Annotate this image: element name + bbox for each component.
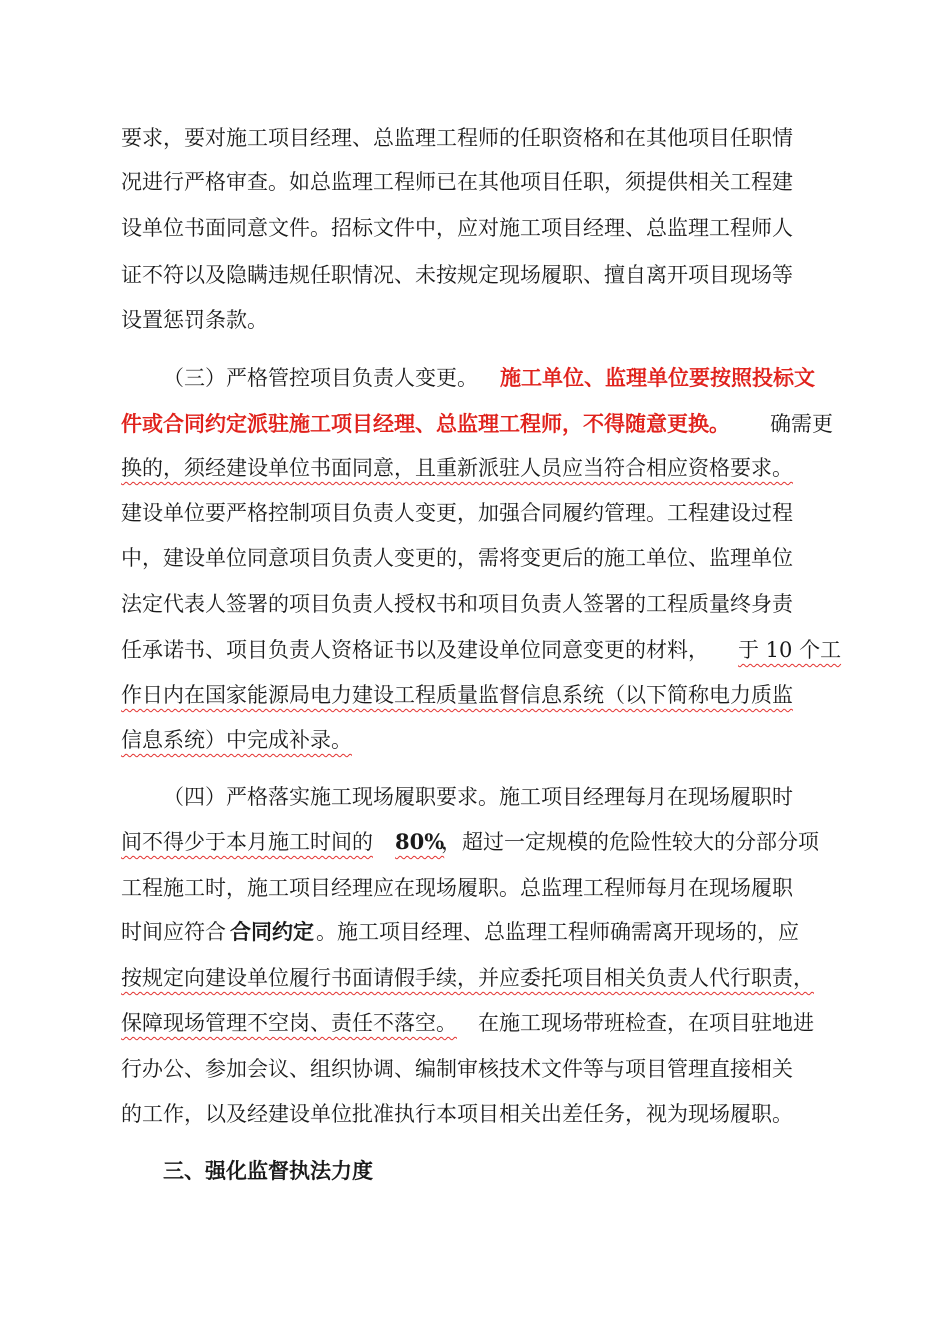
highlighted-text: 件或合同约定派驻施工项目经理、总监理工程师，不得随意更换。 xyxy=(121,411,730,436)
paragraph-line xyxy=(0,628,950,672)
text-span: 建设单位要严格控制项目负责人变更，加强合同履约管理。工程建设过程 xyxy=(121,501,793,525)
emphasis-text: 合同约定 xyxy=(230,919,314,944)
section-heading xyxy=(0,1149,950,1193)
paragraph-line xyxy=(0,582,950,626)
paragraph-line xyxy=(0,116,950,160)
paragraph-line xyxy=(0,536,950,580)
text-span: （三）严格管控项目负责人变更。 xyxy=(163,366,478,390)
text-span: 于 10 个工 xyxy=(738,638,842,662)
paragraph-line xyxy=(0,298,950,342)
paragraph-line xyxy=(0,673,950,717)
text-span: 在施工现场带班检查，在项目驻地进 xyxy=(478,1011,814,1035)
text-span: 确需更 xyxy=(770,412,833,436)
paragraph-line xyxy=(0,1001,950,1045)
text-span: 按规定向建设单位履行书面请假手续，并应委托项目相关负责人代行职责， xyxy=(121,966,814,990)
text-span: ，超过一定规模的危险性较大的分部分项 xyxy=(441,830,819,854)
percent-value: 80% xyxy=(395,829,445,854)
section-heading-text: 三、强化监督执法力度 xyxy=(163,1158,373,1183)
text-span: 信息系统）中完成补录。 xyxy=(121,728,352,752)
text-span: 保障现场管理不空岗、责任不落空。 xyxy=(121,1011,457,1035)
paragraph-line xyxy=(0,866,950,910)
paragraph-line xyxy=(0,160,950,204)
paragraph-line xyxy=(0,1092,950,1136)
text-span: 换的，须经建设单位书面同意，且重新派驻人员应当符合相应资格要求。 xyxy=(121,456,793,480)
paragraph-line xyxy=(0,446,950,490)
text-span: 要求，要对施工项目经理、总监理工程师的任职资格和在其他项目任职情 xyxy=(121,126,793,150)
paragraph-line xyxy=(0,1047,950,1091)
text-span: 行办公、参加会议、组织协调、编制审核技术文件等与项目管理直接相关 xyxy=(121,1057,793,1081)
text-span: 的工作，以及经建设单位批准执行本项目相关出差任务，视为现场履职。 xyxy=(121,1102,793,1126)
paragraph-line xyxy=(0,956,950,1000)
paragraph-line xyxy=(0,775,950,819)
text-span: 设单位书面同意文件。招标文件中，应对施工项目经理、总监理工程师人 xyxy=(121,216,793,240)
text-span: 任承诺书、项目负责人资格证书以及建设单位同意变更的材料， xyxy=(121,638,709,662)
highlighted-text: 施工单位、监理单位要按照投标文 xyxy=(500,365,815,390)
text-span: 间不得少于本月施工时间的 xyxy=(121,830,373,854)
text-span: 。施工项目经理、总监理工程师确需离开现场的，应 xyxy=(316,920,799,944)
text-span: 设置惩罚条款。 xyxy=(121,308,268,332)
paragraph-line xyxy=(0,356,950,400)
text-span: 时间应符合 xyxy=(121,920,226,944)
paragraph-line xyxy=(0,718,950,762)
text-span: 作日内在国家能源局电力建设工程质量监督信息系统（以下简称电力质监 xyxy=(121,683,793,707)
paragraph-line xyxy=(0,820,950,864)
text-span: 况进行严格审查。如总监理工程师已在其他项目任职，须提供相关工程建 xyxy=(121,170,793,194)
text-span: 工程施工时，施工项目经理应在现场履职。总监理工程师每月在现场履职 xyxy=(121,876,793,900)
paragraph-line xyxy=(0,491,950,535)
paragraph-line xyxy=(0,206,950,250)
paragraph-line xyxy=(0,253,950,297)
text-span: 法定代表人签署的项目负责人授权书和项目负责人签署的工程质量终身责 xyxy=(121,592,793,616)
paragraph-line xyxy=(0,910,950,954)
text-span: 中，建设单位同意项目负责人变更的，需将变更后的施工单位、监理单位 xyxy=(121,546,793,570)
paragraph-line xyxy=(0,402,950,446)
text-span: 证不符以及隐瞒违规任职情况、未按规定现场履职、擅自离开项目现场等 xyxy=(121,263,793,287)
text-span: （四）严格落实施工现场履职要求。施工项目经理每月在现场履职时 xyxy=(163,785,793,809)
